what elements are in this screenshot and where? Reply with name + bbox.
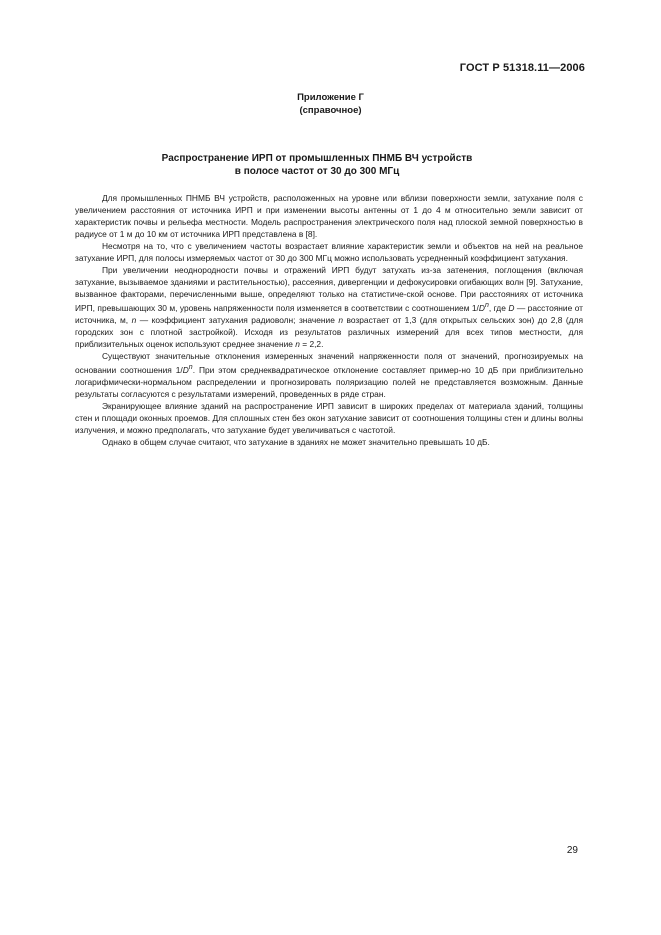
section-title-line-2: в полосе частот от 30 до 300 МГц [234,166,400,177]
paragraph-4 [75,350,583,400]
symbol-n-exponent: n [484,302,489,309]
paragraph-4-part-b: . При этом среднеквадратическое отклонение составляет пример-но 10 дБ при приблизительно логарифмически-нормальном распределении и прогнозировать поляризацию полей не представляется возможным. Данные результаты согласуются с результатами измерений, проведенных в ряде стран. [75,364,583,399]
symbol-D: D [508,302,515,313]
paragraph-4-part-a: Существуют значительные отклонения измеренных значений напряженности поля от значений, прогнозируемых на основании соотношения 1/ [75,350,583,375]
paragraph-3 [75,264,583,350]
symbol-n: n [338,314,344,325]
appendix-label: Приложение Г [297,92,364,103]
paragraph-3-part-b: , где [488,302,509,313]
symbol-n: n [295,338,300,349]
page-number: 29 [566,845,578,856]
paragraph-6: Однако в общем случае считают, что затухание в зданиях не может значительно превышать 10 дБ. [102,436,490,447]
paragraph-5: Экранирующее влияние зданий на распространение ИРП зависит в широких пределах от материала зданий, толщины стен и площади оконных проемов. Для сплошных стен без окон затухание зависит от соотношения толщины стен и длины волны излучения, и можно предполагать, что затухание будет увеличиваться с частотой. [75,400,583,435]
paragraph-3-part-c: — расстояние от источника, м, [75,302,584,325]
paragraph-3-part-f: = 2,2. [299,338,324,349]
section-title-line-1: Распространение ИРП от промышленных ПНМБ ВЧ устройств [161,153,473,164]
symbol-n: n [131,314,137,325]
section-title [0,152,634,178]
paragraph-3-part-a: При увеличении неоднородности почвы и отражений ИРП будут затухать из-за затенения, поглощения (включая затухание, вызываемое зданиями и растительностью), рассеяния, дивергенции и дефокусировки огибающих волн [9]. Затухание, вызванное факторами, перечисленными выше, определяют только на статистиче-ской основе. При расстояниях от источника ИРП, превышающих 30 м, уровень напряженности поля изменяется в соответствии с соотношением 1/ [75,265,583,313]
document-code: ГОСТ Р 51318.11—2006 [459,62,585,74]
body-text [75,192,583,448]
appendix-type: (справочное) [299,105,362,116]
symbol-D: D [182,364,189,375]
paragraph-1: Для промышленных ПНМБ ВЧ устройств, расположенных на уровне или вблизи поверхности земли, затухание поля с увеличением расстояния от источника ИРП и при изменении высоты антенны от 1 до 4 м относительно земли зависит от характеристик почвы и рельефа местности. Модель распространения электрического поля над плоской земной поверхностью в радиусе от 1 м до 10 км от источника ИРП представлена в [8]. [75,193,583,239]
appendix-heading [0,91,661,117]
symbol-n-exponent: n [188,363,193,371]
paragraph-3-part-e: возрастает от 1,3 (для открытых сельских зон) до 2,8 (для городских зон с плотной застройкой). Исходя из результатов различных измерений для всех типов местности, для приблизительных оценок используют среднее значение [75,314,583,349]
paragraph-2: Несмотря на то, что с увеличением частоты возрастает влияние характеристик земли и объектов на ней на реальное затухание ИРП, для полосы измеряемых частот от 30 до 300 МГц можно использовать усредненный коэффициент затухания. [75,241,583,263]
symbol-D: D [478,302,485,313]
paragraph-3-part-d: — коэффициент затухания радиоволн; значение [136,314,339,325]
